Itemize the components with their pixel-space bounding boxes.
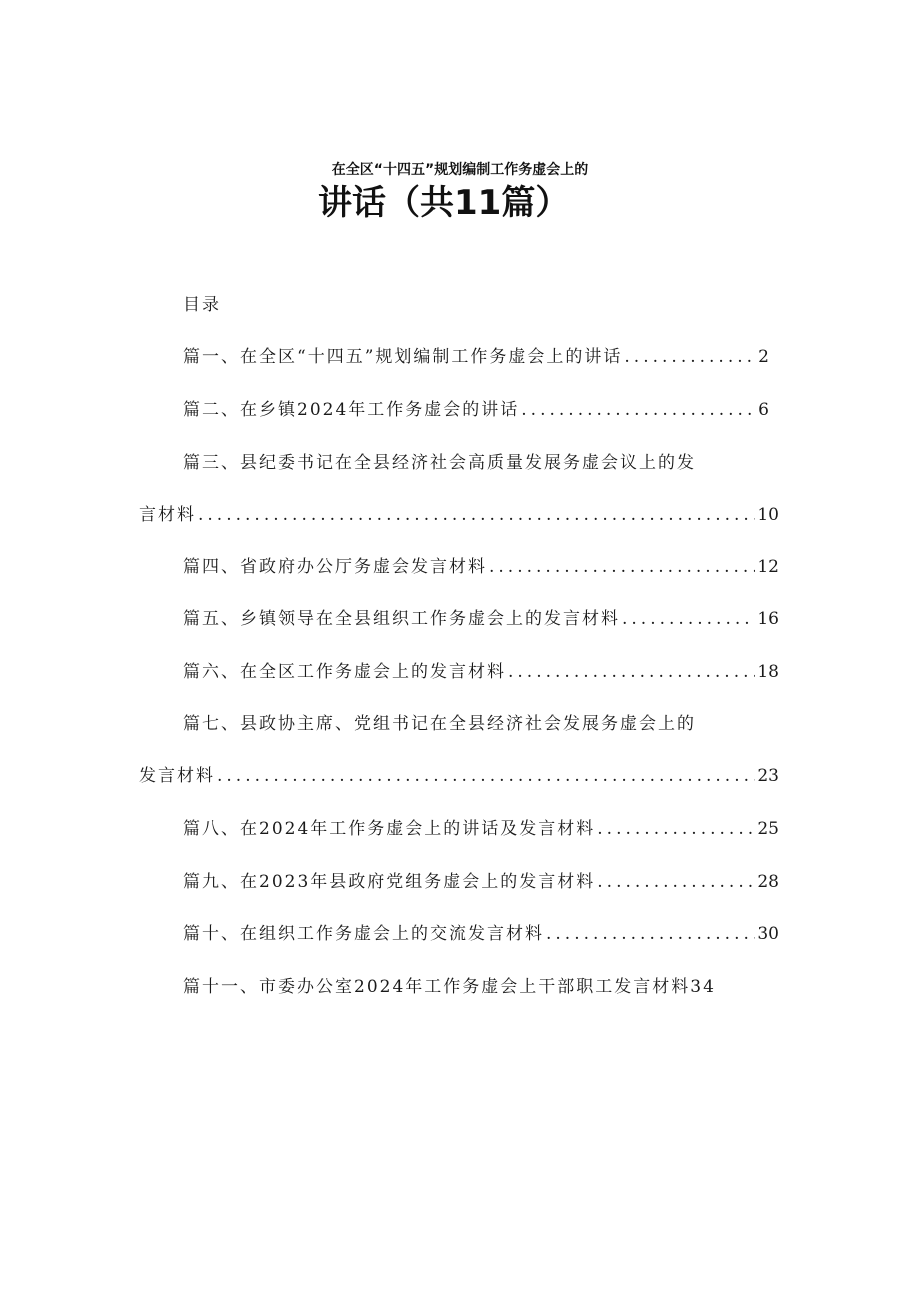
- toc-item-page: 16: [757, 609, 779, 629]
- toc-leader-dots: [521, 398, 756, 422]
- toc-leader-dots: [508, 660, 755, 684]
- toc-leader-dots: [622, 607, 755, 631]
- toc-leader-dots: [624, 345, 756, 369]
- toc-item-page: 23: [757, 766, 779, 786]
- toc-item-page: 12: [757, 557, 779, 577]
- toc-item-page: 2: [758, 347, 769, 367]
- toc-item-title: 篇八、在2024年工作务虚会上的讲话及发言材料: [183, 819, 596, 839]
- toc-leader-dots: [217, 764, 755, 788]
- toc-item-page: 6: [758, 400, 769, 420]
- document-title-line-2: 讲话（共11篇）: [318, 183, 570, 223]
- toc-leader-dots: [597, 870, 755, 894]
- toc-item-title: 篇十、在组织工作务虚会上的交流发言材料: [183, 924, 544, 944]
- toc-item-title: 篇二、在乡镇2024年工作务虚会的讲话: [183, 400, 520, 420]
- toc-leader-dots: [198, 503, 755, 527]
- toc-item-4[interactable]: [183, 555, 779, 579]
- toc-item-9[interactable]: [183, 870, 779, 894]
- toc-item-8[interactable]: [183, 817, 779, 841]
- toc-item-page: 25: [757, 819, 779, 839]
- toc-item-3-line-1[interactable]: 篇三、县纪委书记在全县经济社会高质量发展务虚会议上的发: [183, 453, 696, 473]
- toc-item-10[interactable]: [183, 922, 779, 946]
- toc-item-title: 篇六、在全区工作务虚会上的发言材料: [183, 662, 506, 682]
- document-title-line-1: 在全区“十四五”规划编制工作务虚会上的: [331, 162, 589, 178]
- toc-item-3[interactable]: [139, 503, 779, 527]
- toc-item-page: 18: [757, 662, 779, 682]
- toc-item-title: 发言材料: [139, 766, 215, 786]
- toc-item-page: 30: [757, 924, 779, 944]
- toc-item-title: 篇一、在全区“十四五”规划编制工作务虚会上的讲话: [183, 347, 623, 367]
- toc-item-11[interactable]: 篇十一、市委办公室2024年工作务虚会上干部职工发言材料34: [183, 977, 716, 997]
- toc-item-2[interactable]: [183, 398, 769, 422]
- toc-item-title: 篇四、省政府办公厅务虚会发言材料: [183, 557, 487, 577]
- toc-item-page: 28: [757, 872, 779, 892]
- toc-item-title: 言材料: [139, 505, 196, 525]
- toc-item-1[interactable]: [183, 345, 769, 369]
- toc-item-title: 篇五、乡镇领导在全县组织工作务虚会上的发言材料: [183, 609, 620, 629]
- toc-item-7-line-1[interactable]: 篇七、县政协主席、党组书记在全县经济社会发展务虚会上的: [183, 714, 696, 734]
- toc-item-page: 10: [757, 505, 779, 525]
- toc-heading: 目录: [183, 295, 221, 315]
- toc-item-7[interactable]: [139, 764, 779, 788]
- toc-leader-dots: [546, 922, 755, 946]
- toc-leader-dots: [489, 555, 755, 579]
- toc-item-6[interactable]: [183, 660, 779, 684]
- toc-item-title: 篇九、在2023年县政府党组务虚会上的发言材料: [183, 872, 596, 892]
- toc-item-5[interactable]: [183, 607, 779, 631]
- toc-leader-dots: [597, 817, 755, 841]
